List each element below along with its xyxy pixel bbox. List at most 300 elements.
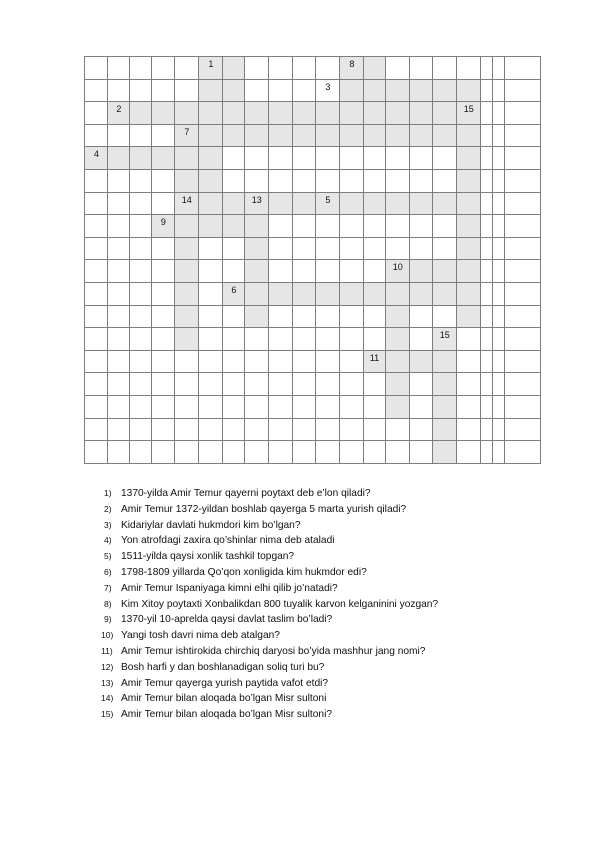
crossword-cell <box>222 169 245 193</box>
crossword-cell <box>432 282 457 306</box>
crossword-cell <box>107 418 130 442</box>
crossword-cell <box>432 79 457 103</box>
crossword-cell <box>292 440 316 464</box>
crossword-cell <box>151 146 175 170</box>
crossword-cell <box>107 395 130 419</box>
crossword-cell <box>385 418 410 442</box>
crossword-cell <box>129 124 152 148</box>
crossword-cell <box>84 282 108 306</box>
crossword-cell <box>107 192 130 216</box>
clue-text: Kidariylar davlati hukmdori kim bo’lgan? <box>121 519 301 531</box>
crossword-cell <box>84 372 108 396</box>
crossword-cell <box>174 440 199 464</box>
crossword-cell <box>339 146 364 170</box>
crossword-cell <box>504 169 541 193</box>
crossword-cell <box>174 418 199 442</box>
crossword-cell <box>339 56 364 80</box>
crossword-cell <box>385 282 410 306</box>
crossword-cell <box>315 192 340 216</box>
crossword-cell <box>198 146 223 170</box>
crossword-cell <box>151 79 175 103</box>
crossword-cell <box>315 259 340 283</box>
crossword-cell <box>363 350 386 374</box>
crossword-cell <box>432 327 457 351</box>
clue-text: Yon atrofdagi zaxira qo’shinlar nima deb ataladi <box>121 535 335 547</box>
crossword-cell <box>244 79 269 103</box>
crossword-cell <box>268 124 293 148</box>
crossword-cell <box>151 305 175 329</box>
crossword-cell <box>198 440 223 464</box>
crossword-cell <box>315 124 340 148</box>
crossword-cell <box>409 440 433 464</box>
cell-number: 5 <box>325 194 331 205</box>
crossword-cell <box>363 56 386 80</box>
crossword-cell <box>268 259 293 283</box>
crossword-cell <box>244 124 269 148</box>
cell-number: 15 <box>463 104 474 115</box>
crossword-cell <box>432 372 457 396</box>
crossword-cell <box>385 305 410 329</box>
crossword-cell <box>339 214 364 238</box>
crossword-cell <box>222 192 245 216</box>
crossword-cell <box>151 282 175 306</box>
crossword-cell <box>174 259 199 283</box>
clue-item <box>104 565 438 581</box>
crossword-cell <box>409 101 433 125</box>
crossword-cell <box>292 395 316 419</box>
crossword-cell <box>129 372 152 396</box>
crossword-cell <box>222 79 245 103</box>
crossword-cell <box>222 124 245 148</box>
crossword-cell <box>292 259 316 283</box>
crossword-cell <box>129 305 152 329</box>
crossword-cell <box>268 146 293 170</box>
crossword-cell <box>84 101 108 125</box>
crossword-cell <box>409 56 433 80</box>
crossword-cell <box>107 372 130 396</box>
crossword-cell <box>385 440 410 464</box>
crossword-cell <box>504 146 541 170</box>
crossword-cell <box>151 192 175 216</box>
crossword-cell <box>385 237 410 261</box>
clue-number: 15) <box>101 709 114 720</box>
crossword-cell <box>339 327 364 351</box>
crossword-cell <box>339 237 364 261</box>
crossword-cell <box>315 237 340 261</box>
crossword-cell <box>129 146 152 170</box>
crossword-cell <box>292 79 316 103</box>
crossword-cell <box>504 350 541 374</box>
crossword-cell <box>198 79 223 103</box>
crossword-cell <box>244 237 269 261</box>
crossword-cell <box>129 56 152 80</box>
crossword-cell <box>315 169 340 193</box>
crossword-cell <box>315 305 340 329</box>
crossword-cell <box>363 169 386 193</box>
crossword-cell <box>174 56 199 80</box>
crossword-cell <box>198 395 223 419</box>
clue-item <box>101 644 438 660</box>
crossword-cell <box>504 305 541 329</box>
crossword-cell <box>268 372 293 396</box>
crossword-cell <box>363 372 386 396</box>
crossword-cell <box>268 418 293 442</box>
clue-text: 1370-yilda Amir Temur qayerni poytaxt deb e’lon qiladi? <box>121 488 371 499</box>
crossword-cell <box>409 282 433 306</box>
crossword-cell <box>363 282 386 306</box>
crossword-cell <box>198 101 223 125</box>
crossword-cell <box>504 418 541 442</box>
crossword-cell <box>504 214 541 238</box>
crossword-cell <box>151 237 175 261</box>
crossword-cell <box>504 101 541 125</box>
crossword-cell <box>363 327 386 351</box>
crossword-cell <box>339 124 364 148</box>
clue-text: Amir Temur bilan aloqada bo’lgan Misr sultoni <box>121 693 327 705</box>
crossword-cell <box>129 327 152 351</box>
crossword-cell <box>222 440 245 464</box>
crossword-cell <box>107 146 130 170</box>
crossword-cell <box>456 372 481 396</box>
crossword-cell <box>244 282 269 306</box>
crossword-cell <box>432 101 457 125</box>
crossword-cell <box>151 418 175 442</box>
crossword-cell <box>339 350 364 374</box>
clue-item <box>104 486 438 502</box>
crossword-cell <box>174 192 199 216</box>
crossword-cell <box>174 305 199 329</box>
cell-number: 2 <box>116 104 122 115</box>
clue-number: 12) <box>101 661 114 672</box>
crossword-cell <box>268 282 293 306</box>
crossword-cell <box>292 192 316 216</box>
crossword-cell <box>151 56 175 80</box>
crossword-cell <box>84 146 108 170</box>
crossword-cell <box>456 418 481 442</box>
crossword-cell <box>222 282 245 306</box>
crossword-cell <box>129 192 152 216</box>
crossword-cell <box>504 79 541 103</box>
crossword-cell <box>107 101 130 125</box>
crossword-cell <box>222 395 245 419</box>
crossword-cell <box>315 101 340 125</box>
crossword-cell <box>107 56 130 80</box>
crossword-cell <box>432 56 457 80</box>
cell-number: 1 <box>208 59 214 69</box>
crossword-cell <box>409 169 433 193</box>
clue-number: 9) <box>104 614 112 625</box>
crossword-cell <box>129 282 152 306</box>
crossword-cell <box>363 101 386 125</box>
crossword-cell <box>292 327 316 351</box>
crossword-cell <box>129 350 152 374</box>
crossword-cell <box>84 124 108 148</box>
clue-item <box>104 597 438 613</box>
clue-item <box>104 581 438 597</box>
cell-number: 13 <box>251 194 262 205</box>
crossword-cell <box>174 395 199 419</box>
crossword-cell <box>198 214 223 238</box>
crossword-cell <box>268 305 293 329</box>
clue-text: Amir Temur 1372-yildan boshlab qayerga 5 marta yurish qiladi? <box>121 503 407 515</box>
crossword-cell <box>84 169 108 193</box>
crossword-cell <box>432 418 457 442</box>
crossword-cell <box>385 101 410 125</box>
crossword-cell <box>385 124 410 148</box>
clue-text: 1798-1809 yillarda Qo’qon xonligida kim hukmdor edi? <box>121 566 367 578</box>
crossword-cell <box>504 327 541 351</box>
crossword-cell <box>456 395 481 419</box>
crossword-cell <box>363 124 386 148</box>
crossword-cell <box>385 259 410 283</box>
clue-item <box>101 628 438 644</box>
crossword-cell <box>129 214 152 238</box>
crossword-cell <box>198 327 223 351</box>
crossword-cell <box>174 237 199 261</box>
crossword-cell <box>432 192 457 216</box>
crossword-cell <box>244 192 269 216</box>
clue-text: Amir Temur qayerga yurish paytida vafot etdi? <box>121 677 329 689</box>
crossword-cell <box>174 282 199 306</box>
crossword-cell <box>151 327 175 351</box>
crossword-cell <box>315 56 340 80</box>
crossword-cell <box>315 440 340 464</box>
cell-number: 3 <box>325 81 331 92</box>
crossword-cell <box>174 350 199 374</box>
crossword-cell <box>151 350 175 374</box>
crossword-cell <box>363 192 386 216</box>
crossword-cell <box>222 418 245 442</box>
cell-number: 6 <box>231 285 237 295</box>
crossword-cell <box>432 214 457 238</box>
crossword-cell <box>107 237 130 261</box>
crossword-cell <box>432 395 457 419</box>
crossword-cell <box>504 259 541 283</box>
crossword-cell <box>151 169 175 193</box>
crossword-cell <box>268 192 293 216</box>
crossword-cell <box>198 282 223 306</box>
crossword-cell <box>198 169 223 193</box>
crossword-cell <box>151 124 175 148</box>
crossword-cell <box>107 305 130 329</box>
crossword-cell <box>456 350 481 374</box>
crossword-cell <box>107 440 130 464</box>
crossword-cell <box>222 305 245 329</box>
crossword-cell <box>244 350 269 374</box>
clue-number: 1) <box>104 488 112 498</box>
clue-text: Yangi tosh davri nima deb atalgan? <box>121 630 280 642</box>
crossword-cell <box>339 169 364 193</box>
crossword-cell <box>151 259 175 283</box>
crossword-cell <box>456 192 481 216</box>
cell-number: 11 <box>369 352 380 363</box>
crossword-cell <box>339 259 364 283</box>
crossword-cell <box>385 146 410 170</box>
crossword-cell <box>268 214 293 238</box>
clue-number: 7) <box>104 582 112 593</box>
crossword-cell <box>84 214 108 238</box>
crossword-cell <box>292 146 316 170</box>
crossword-cell <box>292 214 316 238</box>
clue-number: 6) <box>104 566 112 577</box>
crossword-cell <box>432 305 457 329</box>
crossword-cell <box>409 259 433 283</box>
crossword-cell <box>198 259 223 283</box>
clue-item <box>101 707 438 723</box>
crossword-cell <box>456 146 481 170</box>
crossword-cell <box>198 237 223 261</box>
crossword-cell <box>409 305 433 329</box>
crossword-cell <box>385 395 410 419</box>
crossword-cell <box>268 101 293 125</box>
crossword-cell <box>107 350 130 374</box>
crossword-cell <box>363 237 386 261</box>
clue-number: 3) <box>104 519 112 530</box>
crossword-cell <box>385 79 410 103</box>
crossword-cell <box>385 169 410 193</box>
crossword-cell <box>409 124 433 148</box>
crossword-cell <box>339 440 364 464</box>
crossword-cell <box>151 440 175 464</box>
clue-text: Amir Temur ishtirokida chirchiq daryosi bo’yida mashhur jang nomi? <box>121 645 426 657</box>
crossword-cell <box>339 305 364 329</box>
crossword-cell <box>315 395 340 419</box>
crossword-cell <box>504 282 541 306</box>
crossword-cell <box>504 56 541 80</box>
crossword-cell <box>107 327 130 351</box>
crossword-cell <box>456 305 481 329</box>
crossword-grid <box>84 56 548 463</box>
crossword-cell <box>84 79 108 103</box>
crossword-cell <box>456 440 481 464</box>
crossword-cell <box>315 327 340 351</box>
crossword-cell <box>409 237 433 261</box>
crossword-cell <box>151 214 175 238</box>
crossword-cell <box>174 327 199 351</box>
crossword-cell <box>456 282 481 306</box>
clue-number: 5) <box>104 551 112 562</box>
crossword-cell <box>244 418 269 442</box>
crossword-cell <box>339 192 364 216</box>
crossword-cell <box>174 101 199 125</box>
clue-item <box>104 533 438 549</box>
crossword-cell <box>363 214 386 238</box>
clue-text: Kim Xitoy poytaxti Xonbalikdan 800 tuyalik karvon kelganinini yozgan? <box>121 598 439 610</box>
crossword-cell <box>456 259 481 283</box>
crossword-cell <box>315 79 340 103</box>
clue-number: 13) <box>101 677 114 688</box>
crossword-cell <box>244 146 269 170</box>
cell-number: 10 <box>392 262 403 273</box>
crossword-cell <box>409 395 433 419</box>
crossword-cell <box>84 56 108 80</box>
crossword-cell <box>129 79 152 103</box>
crossword-cell <box>363 418 386 442</box>
crossword-cell <box>222 259 245 283</box>
crossword-cell <box>504 395 541 419</box>
clue-item <box>101 691 438 707</box>
crossword-cell <box>315 418 340 442</box>
crossword-cell <box>174 372 199 396</box>
clue-item <box>101 676 438 692</box>
clue-text: 1511-yilda qaysi xonlik tashkil topgan? <box>121 551 295 563</box>
crossword-cell <box>244 327 269 351</box>
crossword-cell <box>409 327 433 351</box>
clue-text: 1370-yil 10-aprelda qaysi davlat taslim bo’ladi? <box>121 614 333 626</box>
clue-text: Amir Temur Ispaniyaga kimni elhi qilib jo’natadi? <box>121 582 338 594</box>
crossword-cell <box>84 327 108 351</box>
crossword-cell <box>84 350 108 374</box>
crossword-cell <box>129 169 152 193</box>
crossword-cell <box>315 372 340 396</box>
crossword-cell <box>107 214 130 238</box>
clue-item <box>104 549 438 565</box>
crossword-cell <box>385 327 410 351</box>
crossword-cell <box>339 282 364 306</box>
crossword-cell <box>363 440 386 464</box>
crossword-cell <box>174 146 199 170</box>
crossword-cell <box>504 124 541 148</box>
crossword-cell <box>244 372 269 396</box>
crossword-cell <box>244 305 269 329</box>
crossword-cell <box>409 350 433 374</box>
crossword-cell <box>339 372 364 396</box>
clue-text: Bosh harfi y dan boshlanadigan soliq turi bu? <box>121 661 325 673</box>
crossword-cell <box>244 101 269 125</box>
clue-item <box>104 502 438 518</box>
clue-number: 2) <box>104 503 112 514</box>
crossword-cell <box>292 350 316 374</box>
crossword-cell <box>292 56 316 80</box>
clue-item <box>104 612 438 628</box>
crossword-cell <box>222 214 245 238</box>
crossword-cell <box>292 305 316 329</box>
crossword-cell <box>385 192 410 216</box>
crossword-cell <box>198 372 223 396</box>
crossword-cell <box>456 56 481 80</box>
crossword-cell <box>363 79 386 103</box>
crossword-cell <box>84 237 108 261</box>
crossword-cell <box>84 395 108 419</box>
crossword-cell <box>84 192 108 216</box>
crossword-cell <box>268 395 293 419</box>
crossword-cell <box>174 214 199 238</box>
crossword-cell <box>222 237 245 261</box>
crossword-cell <box>107 282 130 306</box>
crossword-cell <box>268 440 293 464</box>
crossword-cell <box>315 282 340 306</box>
clue-text: Amir Temur bilan aloqada bo’lgan Misr sultoni? <box>121 709 333 721</box>
crossword-cell <box>151 395 175 419</box>
crossword-cell <box>292 124 316 148</box>
crossword-cell <box>244 169 269 193</box>
crossword-cell <box>292 169 316 193</box>
crossword-cell <box>129 259 152 283</box>
crossword-cell <box>84 440 108 464</box>
crossword-cell <box>456 124 481 148</box>
crossword-cell <box>432 440 457 464</box>
crossword-cell <box>504 237 541 261</box>
crossword-cell <box>315 350 340 374</box>
crossword-cell <box>456 214 481 238</box>
clue-number: 4) <box>104 535 112 546</box>
crossword-cell <box>385 350 410 374</box>
crossword-cell <box>292 237 316 261</box>
crossword-cell <box>292 372 316 396</box>
crossword-cell <box>292 282 316 306</box>
crossword-cell <box>174 169 199 193</box>
crossword-cell <box>244 440 269 464</box>
